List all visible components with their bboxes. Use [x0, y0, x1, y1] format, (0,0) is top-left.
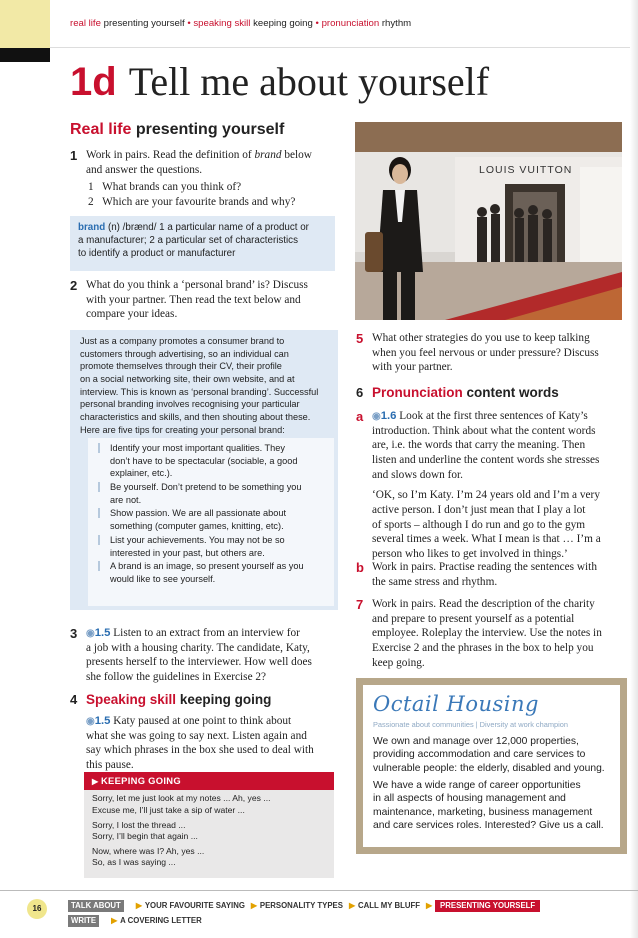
definition-line: 1 a particular name of a product or: [159, 222, 309, 233]
charity-logo: Octail Housing: [373, 692, 539, 716]
ex6b-line: the same stress and rhythm.: [372, 575, 498, 588]
arrow-right-icon: ▶: [111, 916, 118, 926]
ex5-line: when you feel nervous or under pressure? Discuss: [372, 346, 599, 359]
list-item: [88, 180, 336, 195]
footer-link[interactable]: CALL MY BLUFF: [357, 901, 421, 910]
ex7-line: Exercise 2 and the phrases in the box to help you: [372, 642, 594, 655]
reading-line: characteristics and skills, and then shouting about these.: [80, 412, 311, 423]
footer-divider: [0, 890, 638, 891]
tip-line: don’t have to be spectacular (sociable, a good: [110, 455, 298, 466]
exercise-3-text: [86, 626, 338, 685]
footer-tag: WRITE: [68, 915, 99, 927]
footer-row-write: [68, 915, 540, 927]
reading-text-box: [70, 330, 338, 610]
heading-red: Speaking skill: [86, 692, 177, 707]
ex3-line: a job with a housing charity. The candidate, Katy,: [86, 641, 310, 654]
ex3-line: Listen to an extract from an interview for: [113, 627, 300, 639]
exercise-5-text: [372, 331, 627, 375]
phrase: Sorry, I’ll begin that again ...: [92, 831, 198, 842]
charity-line: providing accommodation and care services to: [373, 749, 586, 761]
ex4-line: this pause.: [86, 759, 134, 772]
ex1-line: and answer the questions.: [86, 163, 203, 176]
ex1-list: [86, 180, 336, 209]
running-head-red-2: speaking skill: [193, 18, 251, 29]
exercise-letter: a: [356, 409, 364, 424]
tip-line: explainer, etc.).: [110, 468, 173, 479]
ex6a-line: introduction. Think about what the content words: [372, 424, 596, 437]
chapter-tab-dark: [0, 48, 50, 62]
speaking-skill-heading: [86, 691, 271, 709]
tip-item: [102, 507, 326, 532]
part-of-speech: (n) /brænd/: [107, 222, 157, 233]
ex6a-line: Look at the first three sentences of Katy’s: [399, 410, 588, 422]
charity-line: vulnerable people: the elderly, disabled and young.: [373, 762, 605, 774]
arrow-right-icon: ▶: [135, 901, 142, 910]
ex6a-line: are, i.e. the words that carry the meaning. Then: [372, 439, 586, 452]
ex6a-line: listen and underline the content words she stresses: [372, 454, 600, 467]
chapter-tab: [0, 0, 50, 48]
heading-black: keeping going: [179, 692, 272, 707]
charity-line: We have a wide range of career opportunities: [373, 780, 581, 792]
quote-line: ‘OK, so I’m Katy. I’m 24 years old and I’m a very: [372, 489, 600, 502]
definition-line: a manufacturer; 2 a particular set of characteristics: [78, 234, 298, 246]
exercise-7-text: [372, 597, 627, 670]
running-head-text-1: presenting yourself: [103, 18, 185, 29]
running-head-text-3: rhythm: [381, 18, 412, 29]
heading-red: Real life: [70, 121, 132, 138]
tip-line: Be yourself. Don’t pretend to be something you: [110, 482, 302, 493]
reading-line: promote themselves through their CV, their profile: [80, 361, 282, 372]
tip-line: are not.: [110, 494, 142, 505]
tip-item: [102, 481, 326, 506]
ex2-line: compare your ideas.: [86, 308, 178, 321]
ex1-line: below: [284, 149, 312, 161]
lesson-title: Tell me about yourself: [128, 59, 490, 104]
phrase: Sorry, I lost the thread ...: [92, 819, 186, 830]
phrase: So, as I was saying ...: [92, 857, 176, 868]
ex7-line: Work in pairs. Read the description of the charity: [372, 598, 595, 610]
ex3-line: presents herself to the interviewer. How well does: [86, 656, 312, 669]
charity-line: in all aspects of housing management and: [373, 793, 566, 805]
running-head-text-2: keeping going: [253, 18, 313, 29]
pronunciation-heading: [372, 384, 559, 402]
ex5-line: with your partner.: [372, 361, 453, 374]
tip-line: interested in your past, but others are.: [110, 547, 265, 558]
page-number: 16: [27, 899, 47, 919]
footer-nav: [68, 900, 540, 927]
katy-quote: [372, 488, 627, 561]
exercise-number: 7: [356, 597, 364, 612]
quote-line: person who likes to get involved in things.’: [372, 548, 568, 561]
footer-row-talk: [68, 900, 540, 912]
ex1-line: Work in pairs. Read the definition of: [86, 149, 252, 161]
exercise-number: 6: [356, 385, 364, 400]
lesson-number: 1d: [70, 60, 117, 104]
phrase: Sorry, let me just look at my notes ... Ah, yes ...: [92, 793, 271, 804]
photo-illustration: [355, 122, 622, 320]
heading-black: presenting yourself: [135, 121, 285, 138]
arrow-right-icon: ▶: [348, 901, 355, 910]
charity-advert-inner: [363, 685, 620, 847]
ex4-line: Katy paused at one point to think about: [113, 715, 292, 727]
audio-track-icon[interactable]: ◉ 1.5: [86, 715, 110, 727]
definition-line: to identify a product or manufacturer: [78, 247, 236, 259]
reading-line: Just as a company promotes a consumer brand to: [80, 336, 285, 346]
ex7-line: employee. Roleplay the interview. Use the notes in: [372, 627, 602, 640]
tip-line: Identify your most important qualities. They: [110, 443, 285, 453]
exercise-number: 3: [70, 626, 78, 641]
footer-link[interactable]: PERSONALITY TYPES: [259, 901, 343, 910]
charity-paragraph: [373, 735, 610, 775]
tip-item: [102, 560, 326, 585]
exercise-1-text: [86, 148, 336, 210]
tip-line: something (computer games, knitting, etc).: [110, 521, 284, 532]
reading-line: on a social networking site, their own website, and at: [80, 374, 295, 385]
reading-line: Here are five tips for creating your personal brand:: [80, 424, 285, 435]
section-heading-real-life: [70, 120, 284, 141]
running-head: [70, 18, 411, 30]
ex5-line: What other strategies do you use to keep talking: [372, 332, 590, 344]
tip-line: Show passion. We are all passionate about: [110, 508, 287, 519]
quote-line: several times a week. What I mean is that … I’m a: [372, 533, 601, 546]
page-title: [70, 59, 490, 104]
keeping-going-box: [84, 772, 334, 878]
reading-line: interview. This is known as ‘personal branding’. Successful: [80, 386, 319, 397]
exercise-number: 2: [70, 278, 78, 293]
exercise-4-text: [86, 714, 338, 773]
exercise-number: 1: [70, 148, 78, 163]
footer-current-section[interactable]: PRESENTING YOURSELF: [435, 900, 540, 912]
tip-line: List your achievements. You may not be so: [110, 534, 285, 545]
tip-line: would like to see yourself.: [110, 573, 216, 584]
ex4-line: say which phrases in the box she used to deal with: [86, 744, 314, 757]
page-edge-shadow: [630, 0, 638, 938]
audio-track-icon[interactable]: ◉ 1.5: [86, 627, 110, 639]
tip-line: A brand is an image, so present yourself as you: [110, 561, 304, 572]
heading-red: Pronunciation: [372, 385, 463, 400]
keeping-going-phrases: [84, 790, 334, 872]
phrase: Excuse me, I’ll just take a sip of water ...: [92, 804, 245, 815]
exercise-number: 5: [356, 331, 364, 346]
ex7-line: keep going.: [372, 656, 425, 669]
charity-line: and care services roles. Interested? Give us a call.: [373, 820, 604, 832]
running-head-red-3: pronunciation: [321, 18, 380, 29]
ex2-line: What do you think a ‘personal brand’ is? Discuss: [86, 279, 308, 291]
footer-link[interactable]: YOUR FAVOURITE SAYING: [144, 901, 245, 910]
running-head-red-1: real life: [70, 18, 101, 29]
reading-line: customers through advertising, so an individual can: [80, 348, 289, 359]
phrase: Now, where was I? Ah, yes ...: [92, 845, 205, 856]
ex1-italic-word: brand: [254, 149, 282, 161]
exercise-number: 4: [70, 692, 78, 707]
exercise-6b-text: [372, 560, 627, 589]
heading-black: content words: [466, 385, 559, 400]
ex2-line: with your partner. Then read the text below and: [86, 293, 301, 306]
exercise-letter: b: [356, 560, 364, 575]
ex7-line: and prepare to present yourself as a potential: [372, 612, 575, 625]
arrow-right-icon: ▶: [250, 901, 257, 910]
running-head-sep: •: [315, 18, 319, 29]
exercise-2-text: [86, 278, 338, 322]
store-sign: LOUIS VUITTON: [479, 164, 573, 176]
ex4-line: what she was going to say next. Listen again and: [86, 729, 307, 742]
audio-track-icon[interactable]: ◉ 1.6: [372, 410, 396, 422]
footer-link[interactable]: A COVERING LETTER: [120, 916, 202, 926]
exercise-6a-text: [372, 409, 627, 562]
list-item: [88, 195, 336, 210]
charity-advert: [356, 678, 627, 854]
charity-tagline: Passionate about communities | Diversity at work champion: [373, 720, 568, 730]
ex6b-line: Work in pairs. Practise reading the sentences with: [372, 561, 597, 573]
charity-paragraph: [373, 779, 610, 833]
store-photo: [355, 122, 622, 320]
item-text: Which are your favourite brands and why?: [102, 196, 296, 209]
item-number: 1: [88, 181, 94, 194]
item-text: What brands can you think of?: [102, 181, 242, 194]
charity-line: maintenance, marketing, business management: [373, 806, 593, 818]
running-head-sep: •: [187, 18, 191, 29]
footer-tag: TALK ABOUT: [68, 900, 124, 912]
quote-line: of sports – although I do run and go to the gym: [372, 518, 586, 531]
tips-list: [88, 438, 334, 606]
reading-line: personal branding involves recognising your particular: [80, 399, 300, 410]
arrow-right-icon: ▶: [426, 901, 433, 910]
tip-item: [102, 534, 326, 559]
definition-box: [70, 216, 335, 271]
charity-line: We own and manage over 12,000 properties,: [373, 735, 579, 747]
ex3-line: she follow the guidelines in Exercise 2?: [86, 671, 267, 684]
quote-line: active person. I don’t just mean that I play a lot: [372, 504, 586, 517]
ex6a-line: and slows down for.: [372, 468, 463, 481]
tip-item: [102, 442, 326, 480]
headword: brand: [78, 222, 106, 233]
keeping-going-heading: ▶ KEEPING GOING: [84, 772, 334, 790]
item-number: 2: [88, 196, 94, 209]
